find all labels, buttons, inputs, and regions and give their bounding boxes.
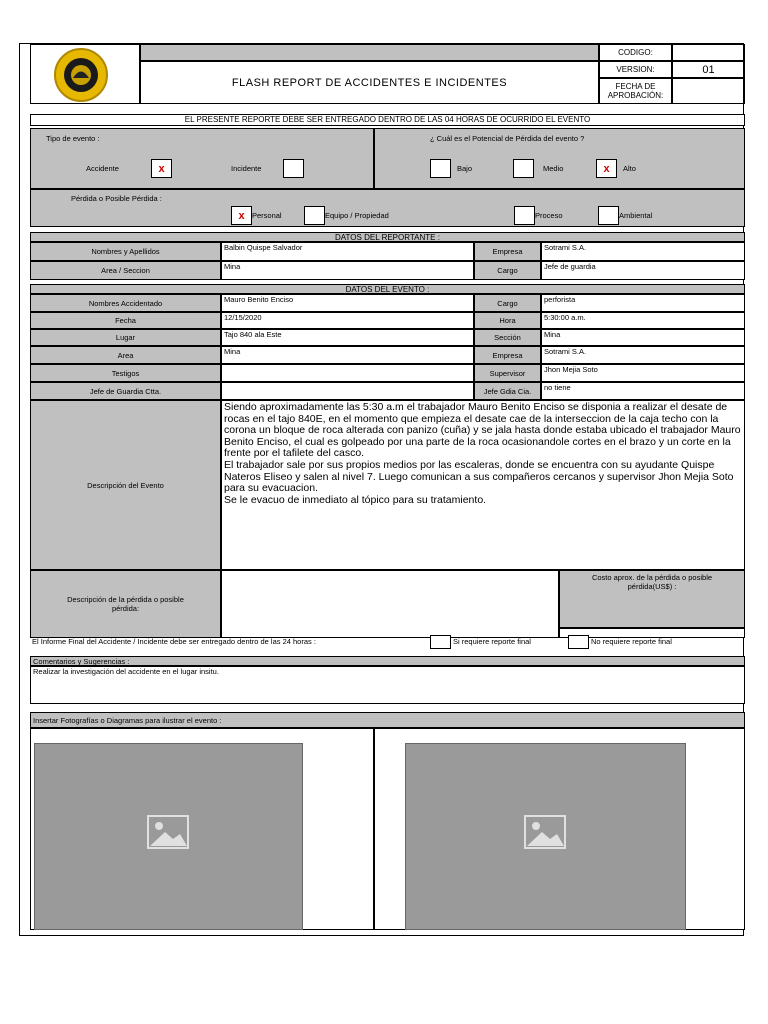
descripcion-label: Descripción del Evento <box>30 400 221 570</box>
incidente-checkbox[interactable] <box>283 159 304 178</box>
nombres-label: Nombres y Apellidos <box>30 242 221 261</box>
tipo-evento-label: Tipo de evento : <box>46 134 100 143</box>
personal-label: Personal <box>252 211 282 220</box>
evento-area-label: Area <box>30 346 221 364</box>
medio-checkbox[interactable] <box>513 159 534 178</box>
supervisor-label: Supervisor <box>474 364 541 382</box>
photo-placeholder-2 <box>405 743 686 930</box>
ambiental-checkbox[interactable] <box>598 206 619 225</box>
image-icon <box>35 744 302 929</box>
alto-checkbox[interactable]: x <box>596 159 617 178</box>
version-label: VERSION: <box>599 61 672 78</box>
no-requiere-label: No requiere reporte final <box>591 637 672 646</box>
photo-cell-1 <box>30 728 374 930</box>
jefe-guardia-value <box>221 382 474 400</box>
image-icon <box>406 744 685 929</box>
no-requiere-checkbox[interactable] <box>568 635 589 649</box>
lugar-label: Lugar <box>30 329 221 346</box>
hora-label: Hora <box>474 312 541 329</box>
potencial-section <box>374 128 745 189</box>
personal-checkbox[interactable]: x <box>231 206 252 225</box>
report-form <box>19 43 744 936</box>
costo-label: Costo aprox. de la pérdida o posible pérdida(US$) : <box>559 570 745 628</box>
empresa-label: Empresa <box>474 242 541 261</box>
logo-cell <box>30 44 140 104</box>
si-requiere-label: Si requiere reporte final <box>453 637 531 646</box>
supervisor-value: Jhon Mejia Soto <box>541 364 745 382</box>
fecha-label: Fecha <box>30 312 221 329</box>
reportante-header: DATOS DEL REPORTANTE : <box>30 232 745 242</box>
bajo-label: Bajo <box>457 164 473 173</box>
comentarios-label: Comentarios y Sugerencias : <box>30 656 745 666</box>
nombres-value: Balbin Quispe Salvador <box>221 242 474 261</box>
comentarios-value: Realizar la investigación del accidente en el lugar insitu. <box>30 666 745 704</box>
area-seccion-value: Mina <box>221 261 474 280</box>
si-requiere-checkbox[interactable] <box>430 635 451 649</box>
photo-cell-2 <box>374 728 745 930</box>
proceso-checkbox[interactable] <box>514 206 535 225</box>
area-seccion-label: Area / Seccion <box>30 261 221 280</box>
ambiental-label: Ambiental <box>619 211 653 220</box>
perdida-desc-value <box>221 570 559 638</box>
evento-area-value: Mina <box>221 346 474 364</box>
accidente-label: Accidente <box>86 164 119 173</box>
hora-value: 5:30:00 a.m. <box>541 312 745 329</box>
alto-label: Alto <box>623 164 636 173</box>
cargo-label: Cargo <box>474 261 541 280</box>
form-title: FLASH REPORT DE ACCIDENTES E INCIDENTES <box>140 61 599 104</box>
empresa-value: Sotrami S.A. <box>541 242 745 261</box>
jefe-gdia-cia-value: no tiene <box>541 382 745 400</box>
accidentado-label: Nombres Accidentado <box>30 294 221 312</box>
evento-cargo-label: Cargo <box>474 294 541 312</box>
equipo-label: Equipo / Propiedad <box>325 211 389 220</box>
descripcion-value: Siendo aproximadamente las 5:30 a.m el trabajador Mauro Benito Enciso se disponia a realizar el desate de rocas en el tajo 840E, en el momento que empieza el desate cae de la interseccion de la caja techo con la corona un bloque de roca alterada con panizo (cuña) y se jala hasta donde estaba ubicado el trabajador Mauro Benito Enciso, el cual es golpeado por una parte de la roca ocasionandole cortes en el brazo y un corte en la frente por el tafilete del casco. El trabajador sale por sus propios medios por las escaleras, donde se encuentra con su ayudante Quispe Nateros Eliseo y salen al nivel 7. Luego comunican a sus compañeros cercanos y supervisor Jhon Mejia Soto para su evacuacion. Se le evacuo de inmediato al tópico para su tratamiento. <box>221 400 745 570</box>
jefe-guardia-label: Jefe de Guardia Ctta. <box>30 382 221 400</box>
company-logo-icon <box>31 45 139 103</box>
cargo-value: Jefe de guardia <box>541 261 745 280</box>
medio-label: Medio <box>543 164 564 173</box>
evento-cargo-value: perforista <box>541 294 745 312</box>
photo-placeholder-1 <box>34 743 303 930</box>
accidente-checkbox[interactable]: x <box>151 159 172 178</box>
fecha-value: 12/15/2020 <box>221 312 474 329</box>
notice-text: EL PRESENTE REPORTE DEBE SER ENTREGADO DENTRO DE LAS 04 HORAS DE OCURRIDO EL EVENTO <box>30 114 745 126</box>
perdida-desc-label: Descripción de la pérdida o posible pérdida: <box>30 570 221 638</box>
title-top-bar <box>140 44 599 61</box>
codigo-label: CODIGO: <box>599 44 672 61</box>
testigos-value <box>221 364 474 382</box>
version-value: 01 <box>672 61 745 78</box>
jefe-gdia-cia-label: Jefe Gdia Cia. <box>474 382 541 400</box>
incidente-label: Incidente <box>231 164 262 173</box>
bajo-checkbox[interactable] <box>430 159 451 178</box>
perdida-section <box>30 189 745 227</box>
testigos-label: Testigos <box>30 364 221 382</box>
perdida-label: Pérdida o Posible Pérdida : <box>71 194 162 203</box>
tipo-evento-section <box>30 128 374 189</box>
equipo-checkbox[interactable] <box>304 206 325 225</box>
evento-header: DATOS DEL EVENTO : <box>30 284 745 294</box>
evento-empresa-label: Empresa <box>474 346 541 364</box>
fecha-aprobacion-value <box>672 78 745 104</box>
lugar-value: Tajo 840 ala Este <box>221 329 474 346</box>
codigo-value <box>672 44 745 61</box>
fotos-label: Insertar Fotografías o Diagramas para ilustrar el evento : <box>30 712 745 728</box>
evento-empresa-value: Sotrami S.A. <box>541 346 745 364</box>
fecha-aprobacion-label: FECHA DE APROBACIÓN: <box>599 78 672 104</box>
seccion-label: Sección <box>474 329 541 346</box>
potencial-label: ¿ Cuál es el Potencial de Pérdida del evento ? <box>430 134 585 143</box>
seccion-value: Mina <box>541 329 745 346</box>
accidentado-value: Mauro Benito Enciso <box>221 294 474 312</box>
informe-final-text: El Informe Final del Accidente / Incidente debe ser entregado dentro de las 24 horas : <box>32 637 316 646</box>
proceso-label: Proceso <box>535 211 563 220</box>
